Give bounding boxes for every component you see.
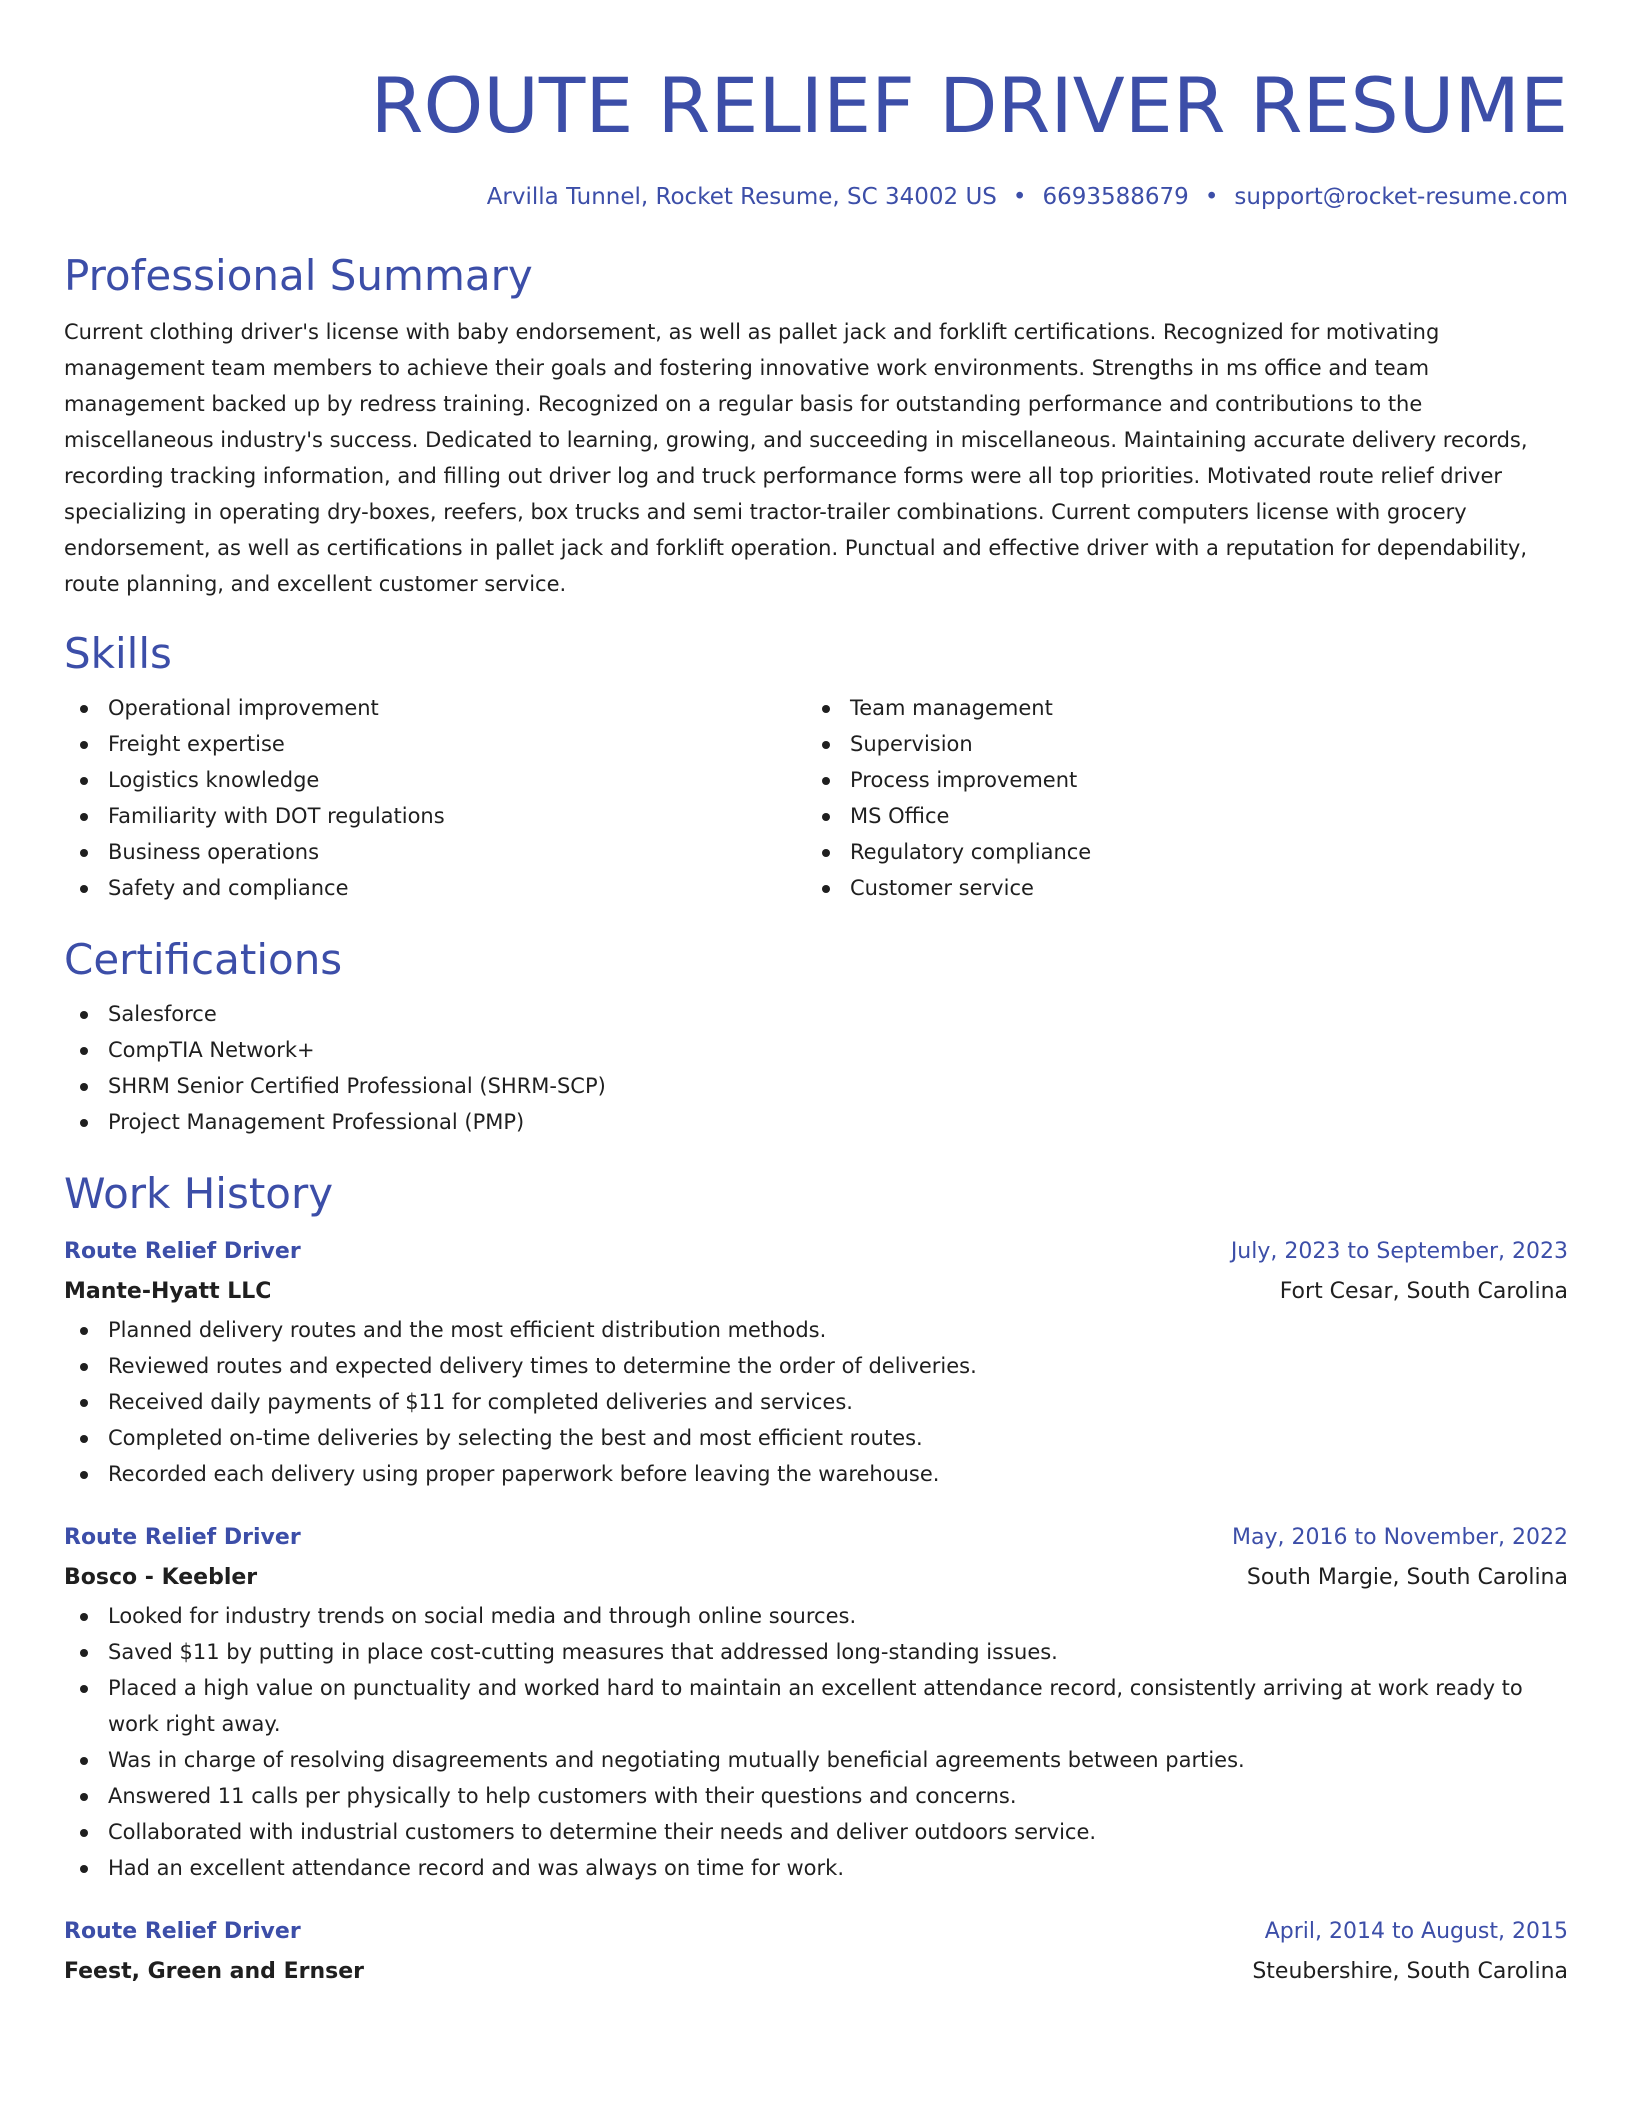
job-dates: July, 2023 to September, 2023	[1230, 1239, 1568, 1264]
job-location: Steubershire, South Carolina	[1252, 1959, 1568, 1984]
contact-separator: •	[1012, 184, 1027, 210]
job-dates: May, 2016 to November, 2022	[1232, 1525, 1568, 1550]
skill-item: Operational improvement	[64, 690, 806, 726]
job-header	[64, 1912, 1568, 1952]
skills-list-left	[64, 690, 806, 906]
job-header	[64, 1232, 1568, 1272]
job-entry	[64, 1518, 1568, 1886]
skill-item: Process improvement	[806, 762, 1548, 798]
skill-item: Team management	[806, 690, 1548, 726]
contact-address: Arvilla Tunnel, Rocket Resume, SC 34002 US	[486, 184, 997, 210]
certification-item: Project Management Professional (PMP)	[64, 1104, 1568, 1140]
job-bullet: Received daily payments of $11 for completed deliveries and services.	[64, 1384, 1568, 1420]
job-bullet: Recorded each delivery using proper paperwork before leaving the warehouse.	[64, 1456, 1568, 1492]
skills-section	[64, 626, 1568, 906]
job-bullets	[64, 1598, 1568, 1886]
summary-heading: Professional Summary	[64, 251, 533, 300]
job-company: Bosco - Keebler	[64, 1565, 258, 1590]
skill-item: Logistics knowledge	[64, 762, 806, 798]
skill-item: Customer service	[806, 870, 1548, 906]
skills-heading: Skills	[64, 629, 172, 678]
work-history-heading: Work History	[64, 1169, 334, 1218]
contact-line	[64, 180, 1568, 214]
certifications-heading: Certifications	[64, 935, 343, 984]
skill-item: Regulatory compliance	[806, 834, 1548, 870]
work-history-section	[64, 1166, 1568, 1992]
skill-item: Business operations	[64, 834, 806, 870]
contact-separator: •	[1204, 184, 1219, 210]
skills-column-right	[806, 690, 1548, 906]
job-bullet: Answered 11 calls per physically to help customers with their questions and concerns.	[64, 1778, 1568, 1814]
skills-column-left	[64, 690, 806, 906]
certifications-list	[64, 996, 1568, 1140]
job-title: Route Relief Driver	[64, 1919, 301, 1944]
job-bullet: Was in charge of resolving disagreements and negotiating mutually beneficial agreements between parties.	[64, 1742, 1568, 1778]
job-location: Fort Cesar, South Carolina	[1279, 1279, 1568, 1304]
job-bullet: Placed a high value on punctuality and worked hard to maintain an excellent attendance record, consistently arriving at work ready to work right away.	[64, 1670, 1568, 1742]
job-dates: April, 2014 to August, 2015	[1264, 1919, 1568, 1944]
certification-item: CompTIA Network+	[64, 1032, 1568, 1068]
job-company: Feest, Green and Ernser	[64, 1959, 364, 1984]
skills-list-right	[806, 690, 1548, 906]
job-title: Route Relief Driver	[64, 1239, 301, 1264]
job-bullet: Saved $11 by putting in place cost-cutting measures that addressed long-standing issues.	[64, 1634, 1568, 1670]
skill-item: Supervision	[806, 726, 1548, 762]
job-subheader	[64, 1952, 1568, 1992]
skill-item: MS Office	[806, 798, 1548, 834]
certification-item: SHRM Senior Certified Professional (SHRM-SCP)	[64, 1068, 1568, 1104]
job-entry	[64, 1912, 1568, 1992]
skill-item: Familiarity with DOT regulations	[64, 798, 806, 834]
summary-text: Current clothing driver's license with baby endorsement, as well as pallet jack and forklift certifications. Recognized for motivating management team members to achieve their goals and fostering innovative work environments. Strengths in ms office and team management backed up by redress training. Recognized on a regular basis for outstanding performance and contributions to the miscellaneous industry's success. Dedicated to learning, growing, and succeeding in miscellaneous. Maintaining accurate delivery records, recording tracking information, and filling out driver log and truck performance forms were all top priorities. Motivated route relief driver specializing in operating dry-boxes, reefers, box trucks and semi tractor-trailer combinations. Current computers license with grocery endorsement, as well as certifications in pallet jack and forklift operation. Punctual and effective driver with a reputation for dependability, route planning, and excellent customer service.	[64, 320, 1528, 596]
job-subheader	[64, 1272, 1568, 1312]
contact-email[interactable]: support@rocket-resume.com	[1234, 184, 1568, 210]
job-entry	[64, 1232, 1568, 1492]
certifications-section	[64, 932, 1568, 1140]
skill-item: Safety and compliance	[64, 870, 806, 906]
job-header	[64, 1518, 1568, 1558]
skills-grid	[64, 690, 1568, 906]
summary-section	[64, 248, 1568, 602]
job-bullet: Had an excellent attendance record and was always on time for work.	[64, 1850, 1568, 1886]
job-title: Route Relief Driver	[64, 1525, 301, 1550]
job-subheader	[64, 1558, 1568, 1598]
job-location: South Margie, South Carolina	[1246, 1565, 1568, 1590]
contact-phone: 6693588679	[1042, 184, 1189, 210]
job-bullet: Planned delivery routes and the most efficient distribution methods.	[64, 1312, 1568, 1348]
job-bullet: Reviewed routes and expected delivery times to determine the order of deliveries.	[64, 1348, 1568, 1384]
job-bullets	[64, 1312, 1568, 1492]
job-bullet: Looked for industry trends on social media and through online sources.	[64, 1598, 1568, 1634]
skill-item: Freight expertise	[64, 726, 806, 762]
job-bullet: Collaborated with industrial customers to determine their needs and deliver outdoors service.	[64, 1814, 1568, 1850]
job-bullet: Completed on-time deliveries by selecting the best and most efficient routes.	[64, 1420, 1568, 1456]
job-company: Mante-Hyatt LLC	[64, 1279, 272, 1304]
certification-item: Salesforce	[64, 996, 1568, 1032]
resume-title: ROUTE RELIEF DRIVER RESUME	[370, 61, 1568, 150]
